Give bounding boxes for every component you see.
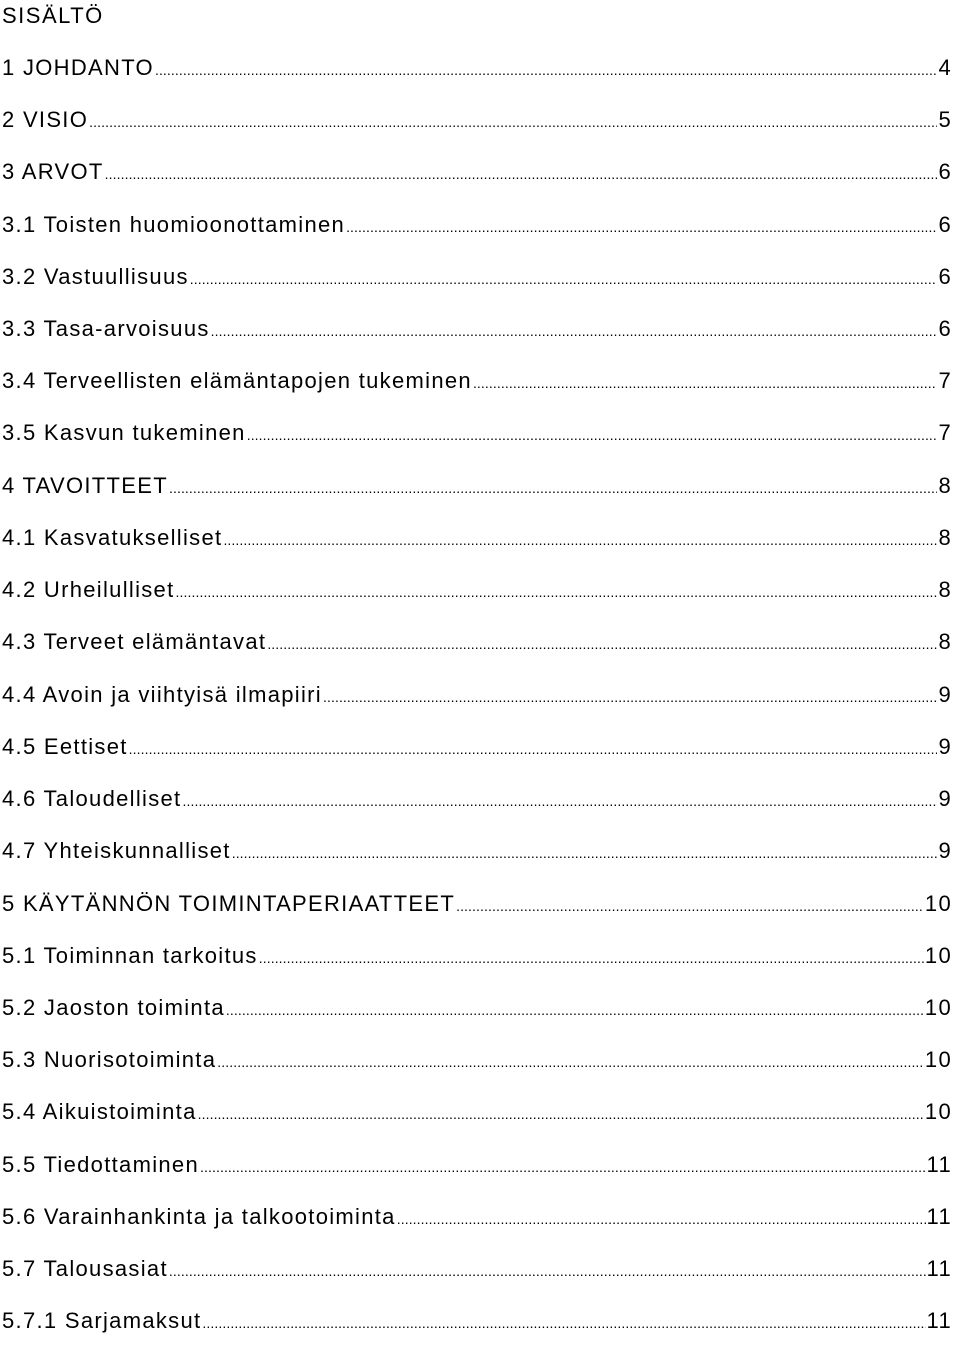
dot-leader: [259, 943, 924, 973]
toc-entry-5-3[interactable]: [2, 1045, 952, 1075]
dot-leader: [397, 1204, 926, 1234]
toc-entry-page: 8: [938, 525, 952, 550]
toc-entry-label: 4.7 Yhteiskunnalliset: [2, 838, 231, 863]
toc-entry-5-4[interactable]: [2, 1097, 952, 1127]
toc-entry-label: 3.1 Toisten huomioonottaminen: [2, 212, 346, 237]
toc-entry-3-2[interactable]: [2, 262, 952, 292]
dot-leader: [473, 368, 938, 398]
toc-entry-label: 1 JOHDANTO: [2, 55, 154, 80]
toc-entry-label: 5.7 Talousasiat: [2, 1256, 168, 1281]
toc-entry-page: 9: [938, 786, 952, 811]
toc-entry-4-6[interactable]: [2, 784, 952, 814]
toc-entry-page: 6: [938, 316, 952, 341]
dot-leader: [232, 838, 938, 868]
dot-leader: [169, 1256, 926, 1286]
dot-leader: [89, 107, 937, 137]
toc-entry-label: 4.5 Eettiset: [2, 734, 128, 759]
toc-entry-page: 10: [924, 891, 952, 916]
toc-entry-page: 9: [938, 734, 952, 759]
dot-leader: [198, 1099, 924, 1129]
dot-leader: [211, 316, 938, 346]
toc-entry-label: 5.7.1 Sarjamaksut: [2, 1308, 202, 1333]
toc-entry-3-3[interactable]: [2, 314, 952, 344]
dot-leader: [456, 891, 924, 921]
dot-leader: [176, 577, 938, 607]
toc-entry-label: 4.3 Terveet elämäntavat: [2, 629, 267, 654]
toc-entry-page: 7: [938, 420, 952, 445]
dot-leader: [247, 420, 938, 450]
dot-leader: [190, 264, 938, 294]
dot-leader: [202, 1308, 925, 1338]
toc-entry-page: 4: [938, 55, 952, 80]
dot-leader: [267, 629, 937, 659]
toc-entry-page: 5: [938, 107, 952, 132]
toc-entry-5-7-1[interactable]: [2, 1306, 952, 1336]
toc-entry-label: 4.2 Urheilulliset: [2, 577, 175, 602]
toc-entry-johdanto[interactable]: [2, 53, 952, 83]
toc-entry-kaytannon-toimintaperiaatteet[interactable]: [2, 889, 952, 919]
toc-entry-page: 8: [938, 629, 952, 654]
toc-entry-label: 5.1 Toiminnan tarkoitus: [2, 943, 258, 968]
toc-entry-page: 11: [926, 1204, 952, 1229]
toc-entry-page: 9: [938, 838, 952, 863]
toc-entry-page: 10: [924, 943, 952, 968]
toc-entry-label: 3.3 Tasa-arvoisuus: [2, 316, 210, 341]
toc-entry-4-3[interactable]: [2, 627, 952, 657]
toc-entry-page: 10: [924, 1099, 952, 1124]
toc-entry-page: 11: [926, 1152, 952, 1177]
page-title: SISÄLTÖ: [2, 3, 104, 28]
dot-leader: [200, 1152, 926, 1182]
toc-entry-label: 4 TAVOITTEET: [2, 473, 168, 498]
dot-leader: [323, 682, 937, 712]
toc-entry-page: 6: [938, 212, 952, 237]
toc-entry-page: 7: [938, 368, 952, 393]
toc-entry-label: 4.6 Taloudelliset: [2, 786, 182, 811]
dot-leader: [346, 212, 937, 242]
toc-entry-page: 8: [938, 473, 952, 498]
toc-entry-label: 3.4 Terveellisten elämäntapojen tukeminen: [2, 368, 472, 393]
dot-leader: [169, 473, 937, 503]
dot-leader: [226, 995, 924, 1025]
toc-entry-label: 5.2 Jaoston toiminta: [2, 995, 225, 1020]
toc-entry-4-7[interactable]: [2, 836, 952, 866]
toc-entry-5-1[interactable]: [2, 941, 952, 971]
toc-entry-page: 8: [938, 577, 952, 602]
toc-entry-label: 3.5 Kasvun tukeminen: [2, 420, 246, 445]
toc-entry-page: 10: [924, 995, 952, 1020]
toc-entry-3-1[interactable]: [2, 210, 952, 240]
toc-entry-5-2[interactable]: [2, 993, 952, 1023]
toc-entry-page: 11: [926, 1256, 952, 1281]
dot-leader: [217, 1047, 924, 1077]
toc-entry-label: 3 ARVOT: [2, 159, 104, 184]
toc-entry-arvot[interactable]: [2, 157, 952, 187]
toc-entry-page: 9: [938, 682, 952, 707]
toc-entry-page: 10: [924, 1047, 952, 1072]
toc-entry-4-1[interactable]: [2, 523, 952, 553]
dot-leader: [105, 159, 938, 189]
toc-entry-page: 6: [938, 159, 952, 184]
toc-entry-label: 5 KÄYTÄNNÖN TOIMINTAPERIAATTEET: [2, 891, 456, 916]
toc-entry-5-6[interactable]: [2, 1202, 952, 1232]
toc-entry-4-4[interactable]: [2, 680, 952, 710]
toc-entry-label: 2 VISIO: [2, 107, 89, 132]
dot-leader: [182, 786, 937, 816]
toc-entry-3-5[interactable]: [2, 418, 952, 448]
toc-entry-label: 4.4 Avoin ja viihtyisä ilmapiiri: [2, 682, 322, 707]
toc-entry-label: 5.4 Aikuistoiminta: [2, 1099, 197, 1124]
toc-entry-label: 5.5 Tiedottaminen: [2, 1152, 199, 1177]
dot-leader: [155, 55, 938, 85]
toc-entry-visio[interactable]: [2, 105, 952, 135]
toc-entry-tavoitteet[interactable]: [2, 471, 952, 501]
toc-entry-4-5[interactable]: [2, 732, 952, 762]
toc-entry-4-2[interactable]: [2, 575, 952, 605]
dot-leader: [223, 525, 937, 555]
toc-entry-page: 6: [938, 264, 952, 289]
toc-entry-page: 11: [926, 1308, 952, 1333]
toc-entry-label: 3.2 Vastuullisuus: [2, 264, 189, 289]
toc-entry-label: 4.1 Kasvatukselliset: [2, 525, 223, 550]
toc-entry-3-4[interactable]: [2, 366, 952, 396]
dot-leader: [129, 734, 938, 764]
toc-entry-label: 5.3 Nuorisotoiminta: [2, 1047, 217, 1072]
toc-entry-5-5[interactable]: [2, 1150, 952, 1180]
toc-entry-5-7[interactable]: [2, 1254, 952, 1284]
toc-entry-label: 5.6 Varainhankinta ja talkootoiminta: [2, 1204, 396, 1229]
